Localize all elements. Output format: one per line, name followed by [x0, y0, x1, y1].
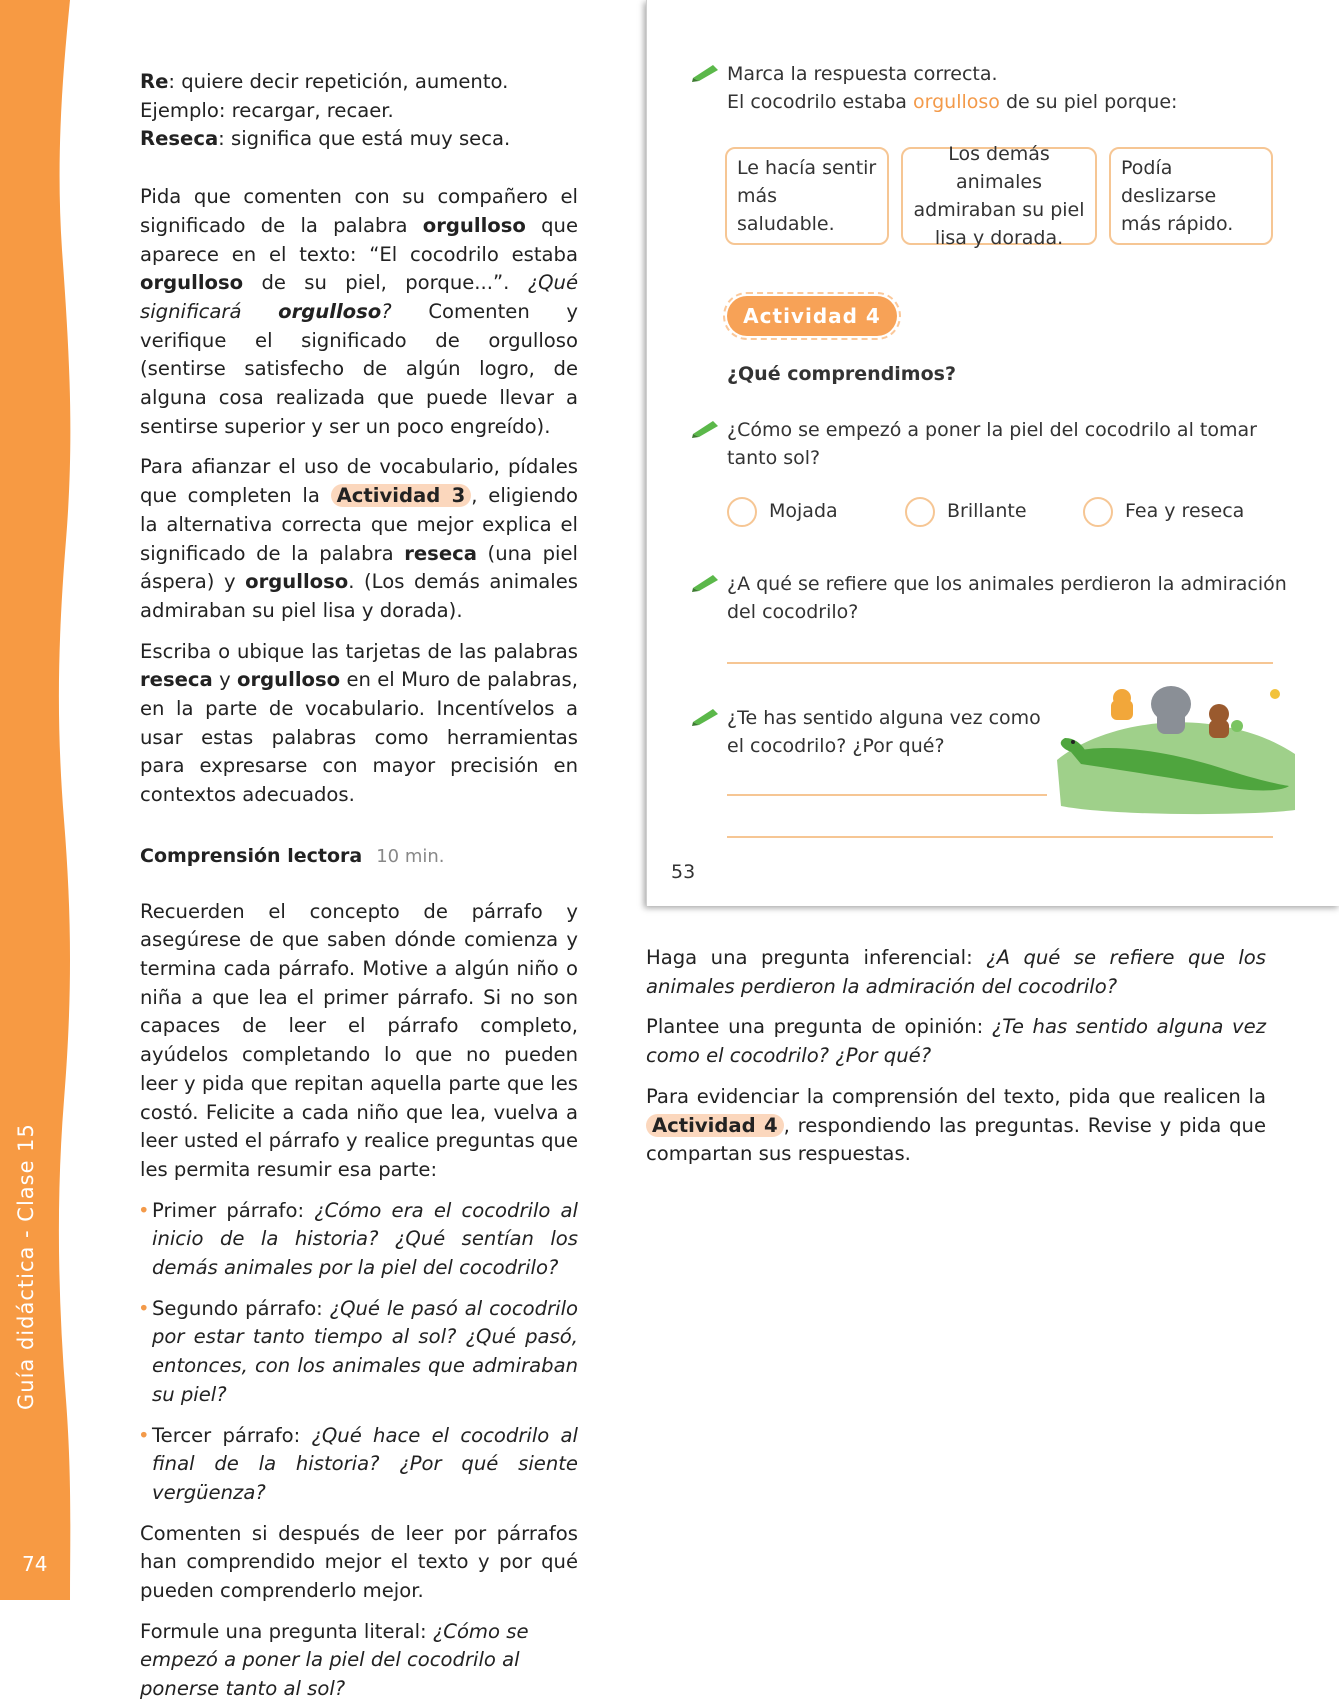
- text: Para afianzar el uso de vocabulario, pídales que completen la: [140, 455, 578, 508]
- bold-word: reseca: [404, 541, 477, 565]
- activity-highlight: Actividad 4: [646, 1114, 784, 1137]
- pencil-icon: [691, 572, 721, 592]
- definition-reseca-text: : significa que está muy seca.: [218, 127, 511, 151]
- text: que aparece en el texto: “El cocodrilo estaba: [140, 213, 579, 266]
- text: de su piel, porque...”.: [243, 271, 528, 295]
- bullet-question: ¿Qué le pasó al cocodrilo por estar tanto tiempo al sol? ¿Qué pasó, entonces, con los animales que admiraban su piel?: [152, 1296, 578, 1406]
- bold-word: orgulloso: [245, 570, 349, 594]
- option-box[interactable]: Los demás animales admiraban su piel lisa y dorada.: [901, 147, 1097, 245]
- pencil-icon: [691, 62, 721, 82]
- radio-button[interactable]: [905, 497, 935, 527]
- crocodile-illustration: [1051, 682, 1297, 816]
- radio-label: Mojada: [769, 500, 838, 522]
- text: Pida que comenten con su compañero el significado de la palabra: [140, 185, 578, 237]
- term-re: Re: [140, 70, 169, 93]
- radio-label: Fea y reseca: [1125, 500, 1245, 522]
- paragraph-orgulloso: [140, 183, 578, 441]
- bullet-item: [140, 1295, 578, 1410]
- text: (una piel áspera) y: [140, 541, 579, 594]
- page-number: 74: [22, 1552, 48, 1576]
- bullet-item: [140, 1197, 578, 1283]
- paragraph-opinion: [646, 1013, 1266, 1070]
- bold-word: orgulloso: [237, 668, 341, 692]
- activity-highlight: Actividad 3: [331, 484, 472, 507]
- highlight-word: orgulloso: [912, 91, 1000, 113]
- section-heading: [140, 842, 578, 872]
- option-box[interactable]: Le hacía sentir más saludable.: [725, 147, 889, 245]
- answer-line[interactable]: [727, 794, 1047, 796]
- radio-button[interactable]: [727, 497, 757, 527]
- term-reseca: Reseca: [140, 127, 219, 151]
- bullet-lead: Primer párrafo:: [152, 1198, 315, 1222]
- bullet-question: ¿Qué hace el cocodrilo al final de la historia? ¿Por qué siente vergüenza?: [152, 1423, 578, 1504]
- text: . (Los demás animales admiraban su piel lisa y dorada).: [140, 570, 579, 622]
- text: y: [212, 668, 237, 692]
- text: Para evidenciar la comprensión del texto, pida que realicen la: [646, 1084, 1266, 1108]
- text: Comenten y verifique el significado de orgulloso (sentirse satisfecho de algún logro, de alguna cosa realizada que puede llevar a sentirse superior y ser un poco engreído).: [140, 299, 579, 438]
- pencil-icon: [691, 418, 721, 438]
- text: Formule una pregunta literal:: [140, 1619, 433, 1643]
- bold-word: reseca: [140, 668, 213, 692]
- bullet-item: [140, 1422, 578, 1508]
- radio-button[interactable]: [1083, 497, 1113, 527]
- paragraph-vocabulary: [140, 453, 578, 625]
- paragraph-inferential: [646, 944, 1266, 1001]
- section-title: Comprensión lectora: [140, 844, 363, 867]
- definition-re: [140, 68, 578, 125]
- italic-question: ¿Cómo se empezó a poner la piel del cocodrilo al ponerse tanto al sol?: [140, 1619, 529, 1701]
- radio-label: Brillante: [947, 500, 1027, 522]
- activity-badge: Actividad 4: [727, 296, 897, 336]
- sidebar-label: Guía didáctica - Clase 15: [14, 1123, 38, 1410]
- text: , eligiendo la alternativa correcta que mejor explica el significado de la palabra: [140, 484, 578, 565]
- section-time: 10 min.: [376, 845, 445, 867]
- subtitle: ¿Qué comprendimos?: [727, 363, 956, 385]
- text: El cocodrilo estaba: [727, 91, 913, 113]
- paragraph-comprehension: Recuerden el concepto de párrafo y asegúrese de que saben dónde comienza y termina cada párrafo. Motive a algún niño o niña a que lea el primer párrafo. Si no son capaces de leer el párrafo completo, ayúdelos completando lo que no pueden leer y pida que repitan aquella parte que les costó. Felicite a cada niño que lea, vuelva a leer usted el párrafo y realice preguntas que les permita resumir esa parte:: [140, 899, 578, 1181]
- definition-re-text: : quiere decir repetición, aumento. Ejemplo: recargar, recaer.: [140, 70, 509, 122]
- bullet-lead: Segundo párrafo:: [152, 1296, 330, 1320]
- italic-question: ¿Te has sentido alguna vez como el cocodrilo? ¿Por qué?: [646, 1015, 1266, 1068]
- text: en el Muro de palabras, en la parte de vocabulario. Incentívelos a usar estas palabras como herramientas para expresarse con mayor precisión en contextos adecuados.: [140, 668, 578, 807]
- workbook-page: [646, 0, 1339, 906]
- paragraph-reflection: Comenten si después de leer por párrafos han comprendido mejor el texto y por qué pueden comprenderlo mejor.: [140, 1521, 578, 1603]
- answer-line[interactable]: [727, 836, 1273, 838]
- italic-question: ¿A qué se refiere que los animales perdieron la admiración del cocodrilo?: [646, 946, 1266, 998]
- right-column: [646, 944, 1266, 1169]
- bold-italic-word: orgulloso: [278, 299, 382, 323]
- question-3: ¿Te has sentido alguna vez como el cocodrilo? ¿Por qué?: [727, 707, 1041, 757]
- bullet-question: ¿Cómo era el cocodrilo al inicio de la historia? ¿Qué sentían los demás animales por la piel del cocodrilo?: [152, 1198, 578, 1280]
- paragraph-word-wall: [140, 638, 578, 810]
- instruction: Marca la respuesta correcta.: [727, 63, 998, 85]
- text: Escriba o ubique las tarjetas de las palabras: [140, 639, 578, 663]
- text: de su piel porque:: [999, 91, 1178, 113]
- italic-question: ?: [381, 299, 392, 323]
- bold-word: orgulloso: [422, 213, 526, 237]
- text: , respondiendo las preguntas. Revise y pida que compartan sus respuestas.: [646, 1113, 1267, 1166]
- left-column: [140, 68, 578, 1704]
- pencil-icon: [691, 706, 721, 726]
- text: Haga una pregunta inferencial:: [646, 946, 987, 969]
- paragraph-literal-question: [140, 1618, 578, 1704]
- question-stem: [727, 88, 1177, 116]
- definition-reseca: [140, 125, 578, 154]
- text: Plantee una pregunta de opinión:: [646, 1015, 992, 1039]
- answer-line[interactable]: [727, 662, 1273, 664]
- bold-word: orgulloso: [140, 271, 244, 295]
- question-1: ¿Cómo se empezó a poner la piel del cocodrilo al tomar tanto sol?: [727, 419, 1257, 469]
- paragraph-activity-4: [646, 1083, 1266, 1169]
- question-2: ¿A qué se refiere que los animales perdieron la admiración del cocodrilo?: [727, 573, 1287, 623]
- workbook-page-number: 53: [671, 861, 696, 883]
- bullet-lead: Tercer párrafo:: [152, 1423, 312, 1447]
- option-box[interactable]: Podía deslizarse más rápido.: [1109, 147, 1273, 245]
- italic-question: ¿Qué significará: [140, 271, 578, 323]
